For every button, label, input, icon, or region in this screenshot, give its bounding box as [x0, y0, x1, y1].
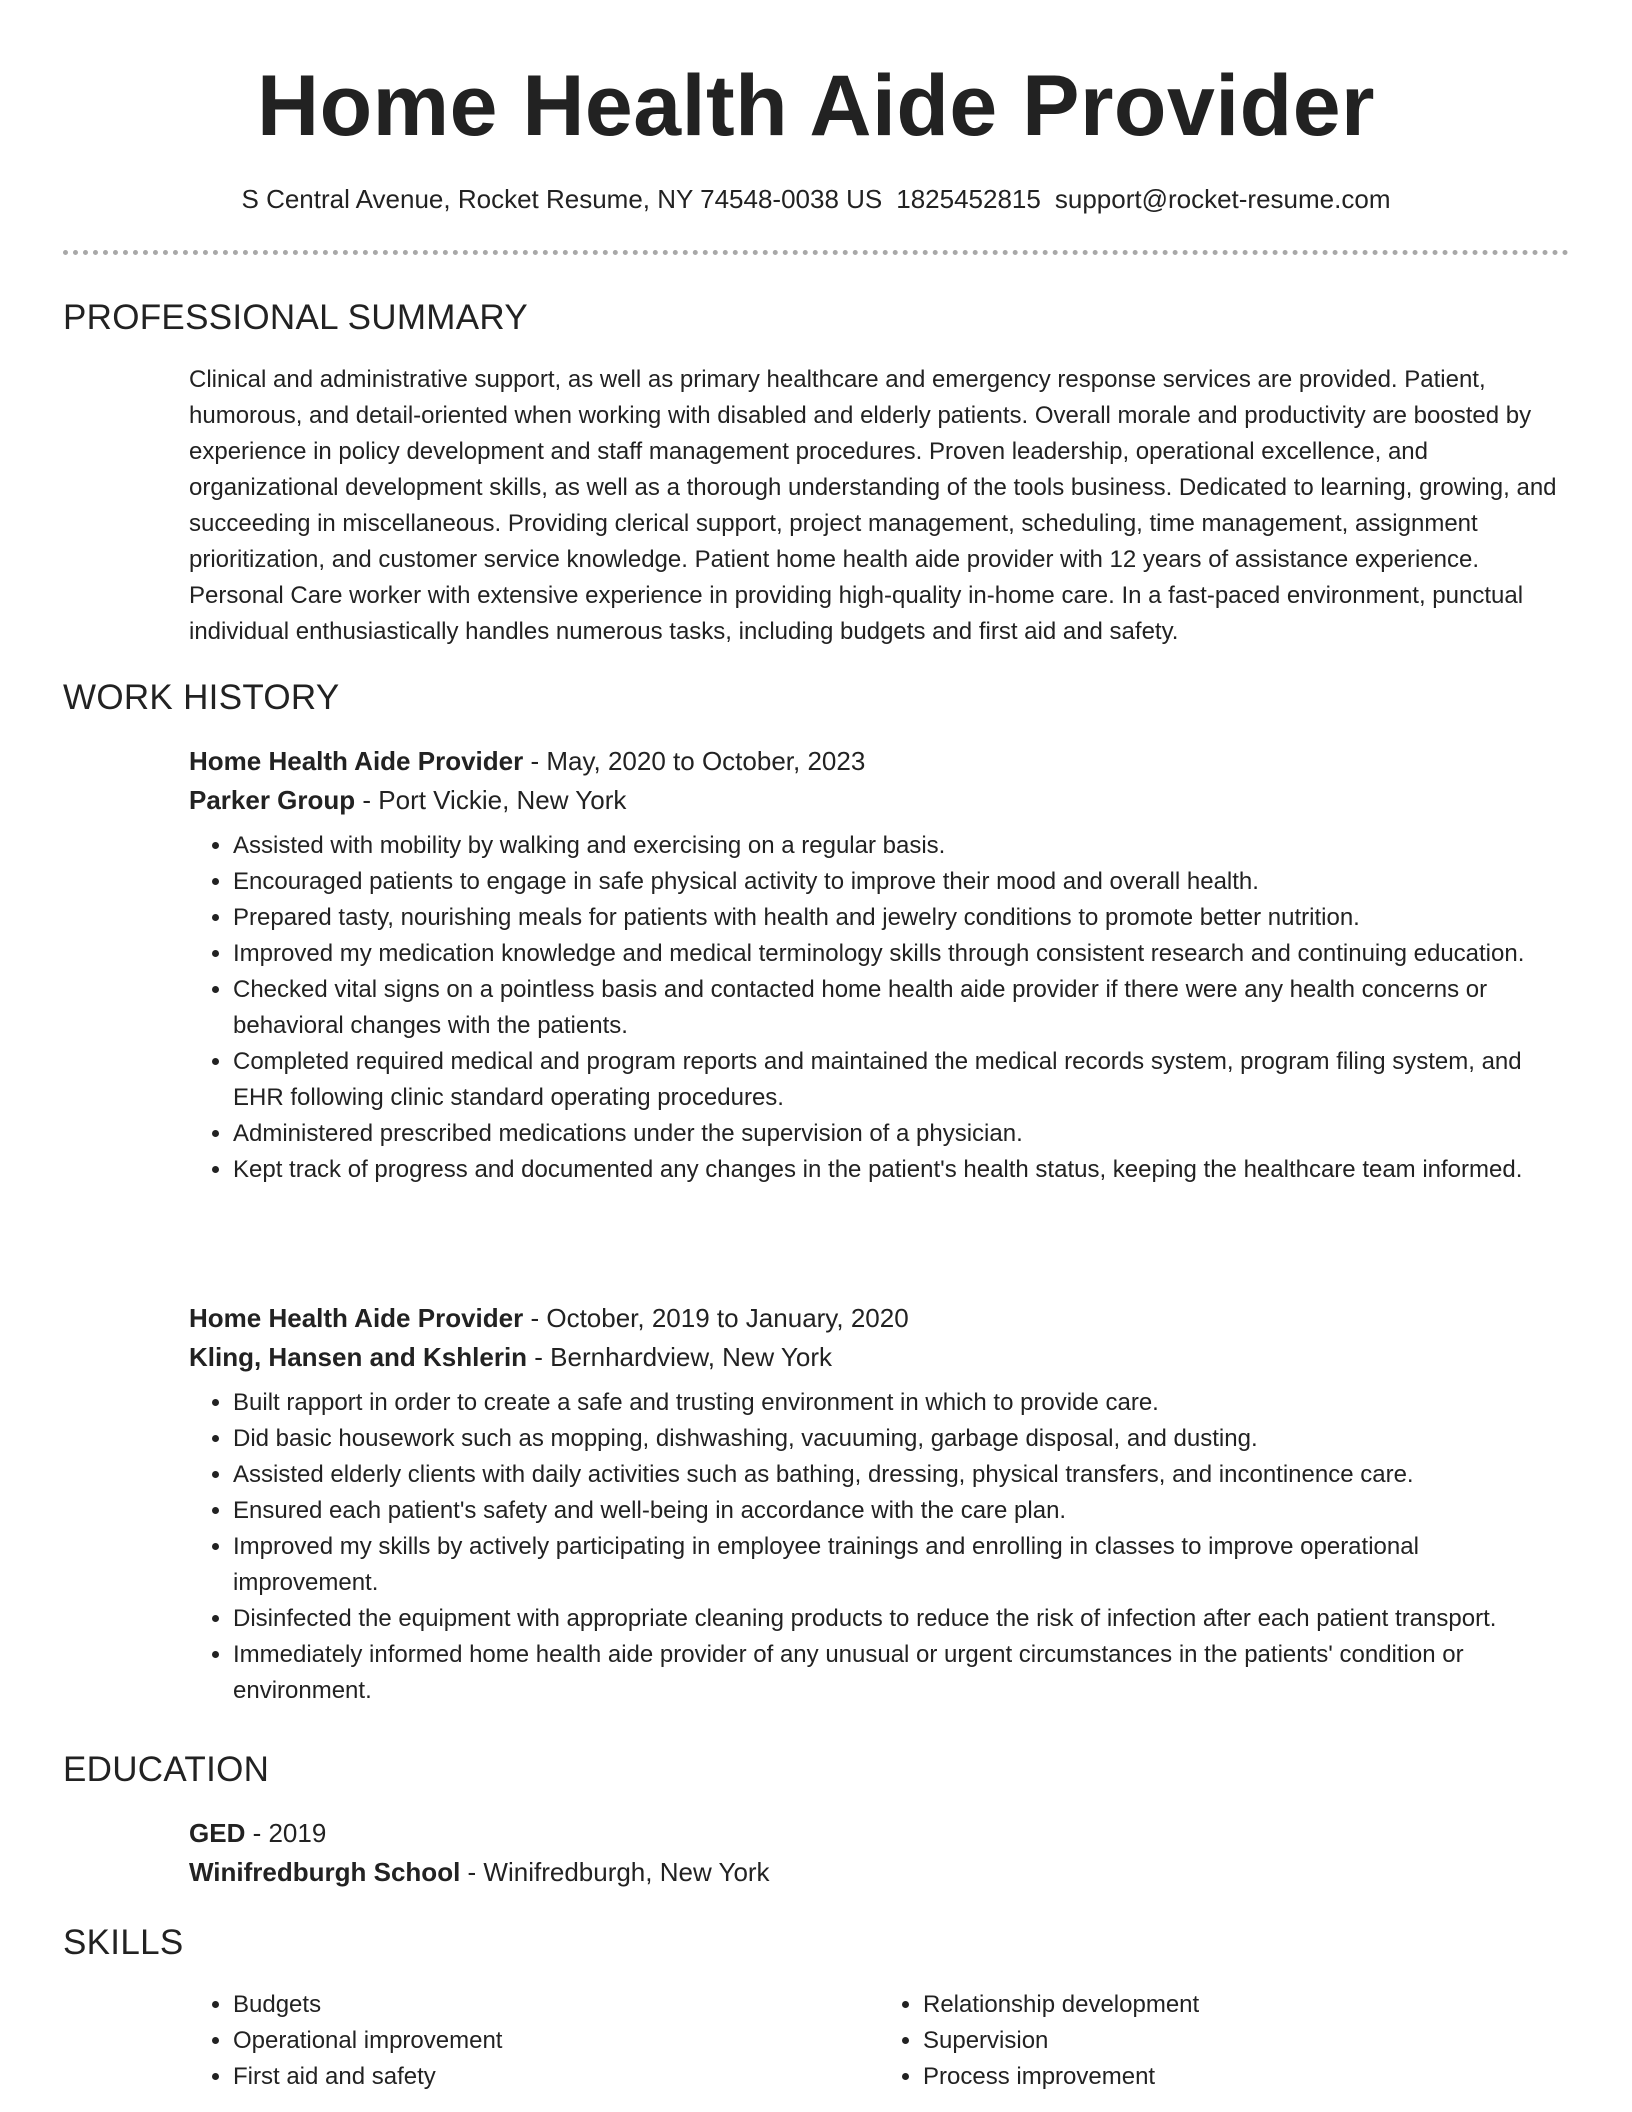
contact-address: S Central Avenue, Rocket Resume, NY 74548-0038 US: [241, 184, 883, 214]
job-bullet: • Assisted with mobility by walking and exercising on a regular basis.: [233, 828, 1569, 864]
job-role: Home Health Aide Provider: [189, 746, 524, 776]
candidate-name: Home Health Aide Provider: [256, 58, 1376, 154]
job-title-line: [189, 1299, 1569, 1338]
contact-email: support@rocket-resume.com: [1054, 184, 1391, 214]
job-company: Parker Group: [189, 785, 356, 815]
education-degree: GED: [189, 1818, 246, 1848]
section-title-education: EDUCATION: [63, 1750, 270, 1789]
job-entry: [189, 1299, 1569, 1709]
job-bullet: • Kept track of progress and documented any changes in the patient's health status, keeping the healthcare team informed.: [233, 1152, 1569, 1188]
job-bullet: • Improved my skills by actively participating in employee trainings and enrolling in classes to improve operational improvement.: [233, 1529, 1569, 1601]
job-bullet: • Built rapport in order to create a safe and trusting environment in which to provide care.: [233, 1385, 1569, 1421]
summary-text: Clinical and administrative support, as well as primary healthcare and emergency response services are provided. Patient, humorous, and detail-oriented when working with disabled and elderly patients. Overall morale and productivity are boosted by experience in policy development and staff management procedures. Proven leadership, operational excellence, and organizational development skills, as well as a thorough understanding of the tools business. Dedicated to learning, growing, and succeeding in miscellaneous. Providing clerical support, project management, scheduling, time management, assignment prioritization, and customer service knowledge. Patient home health aide provider with 12 years of assistance experience. Personal Care worker with extensive experience in providing high-quality in-home care. In a fast-paced environment, punctual individual enthusiastically handles numerous tasks, including budgets and first aid and safety.: [189, 366, 1557, 645]
education-degree-line: [189, 1814, 1569, 1853]
job-bullet: • Ensured each patient's safety and well-being in accordance with the care plan.: [233, 1493, 1569, 1529]
job-bullet: • Immediately informed home health aide provider of any unusual or urgent circumstances in the patients' condition or environment.: [233, 1637, 1569, 1709]
skill-item: • Operational improvement: [233, 2023, 879, 2059]
job-dates: - October, 2019 to January, 2020: [523, 1303, 909, 1333]
education-year: - 2019: [245, 1818, 327, 1848]
job-bullet: • Administered prescribed medications under the supervision of a physician.: [233, 1116, 1569, 1152]
skill-item: • Budgets: [233, 1987, 879, 2023]
skill-item: • Process improvement: [923, 2059, 1569, 2095]
education-school-line: [189, 1853, 1569, 1892]
job-company-line: [189, 1338, 1569, 1377]
job-bullet: • Prepared tasty, nourishing meals for patients with health and jewelry conditions to promote better nutrition.: [233, 900, 1569, 936]
job-bullet: • Encouraged patients to engage in safe physical activity to improve their mood and overall health.: [233, 864, 1569, 900]
job-role: Home Health Aide Provider: [189, 1303, 524, 1333]
job-bullet: • Completed required medical and program reports and maintained the medical records system, program filing system, and EHR following clinic standard operating procedures.: [233, 1044, 1569, 1116]
job-bullet: • Checked vital signs on a pointless basis and contacted home health aide provider if there were any health concerns or behavioral changes with the patients.: [233, 972, 1569, 1044]
skill-item: • Relationship development: [923, 1987, 1569, 2023]
skills-section: [189, 1987, 1569, 2095]
skills-list-right: [879, 1987, 1569, 2095]
job-bullet: • Did basic housework such as mopping, dishwashing, vacuuming, garbage disposal, and dusting.: [233, 1421, 1569, 1457]
skill-item: • Supervision: [923, 2023, 1569, 2059]
skill-item: • First aid and safety: [233, 2059, 879, 2095]
job-location: - Port Vickie, New York: [355, 785, 627, 815]
education-entry: [189, 1814, 1569, 1892]
job-bullet: • Disinfected the equipment with appropriate cleaning products to reduce the risk of infection after each patient transport.: [233, 1601, 1569, 1637]
job-bullets: [189, 1385, 1569, 1709]
contact-phone: 1825452815: [896, 184, 1041, 214]
education-location: - Winifredburgh, New York: [460, 1857, 770, 1887]
section-title-skills: SKILLS: [63, 1923, 184, 1962]
section-title-work-history: WORK HISTORY: [63, 678, 340, 717]
job-company: Kling, Hansen and Kshlerin: [189, 1342, 528, 1372]
contact-line: [0, 182, 1632, 216]
job-company-line: [189, 781, 1569, 820]
job-bullet: • Improved my medication knowledge and medical terminology skills through consistent research and continuing education.: [233, 936, 1569, 972]
job-title-line: [189, 742, 1569, 781]
job-dates: - May, 2020 to October, 2023: [523, 746, 866, 776]
summary-section: [189, 362, 1569, 650]
education-school: Winifredburgh School: [189, 1857, 461, 1887]
job-bullet: • Assisted elderly clients with daily activities such as bathing, dressing, physical transfers, and incontinence care.: [233, 1457, 1569, 1493]
job-bullets: [189, 828, 1569, 1188]
section-title-summary: PROFESSIONAL SUMMARY: [63, 298, 528, 337]
header-divider: [63, 250, 1569, 255]
skills-list-left: [189, 1987, 879, 2095]
job-entry: [189, 742, 1569, 1188]
job-location: - Bernhardview, New York: [527, 1342, 832, 1372]
